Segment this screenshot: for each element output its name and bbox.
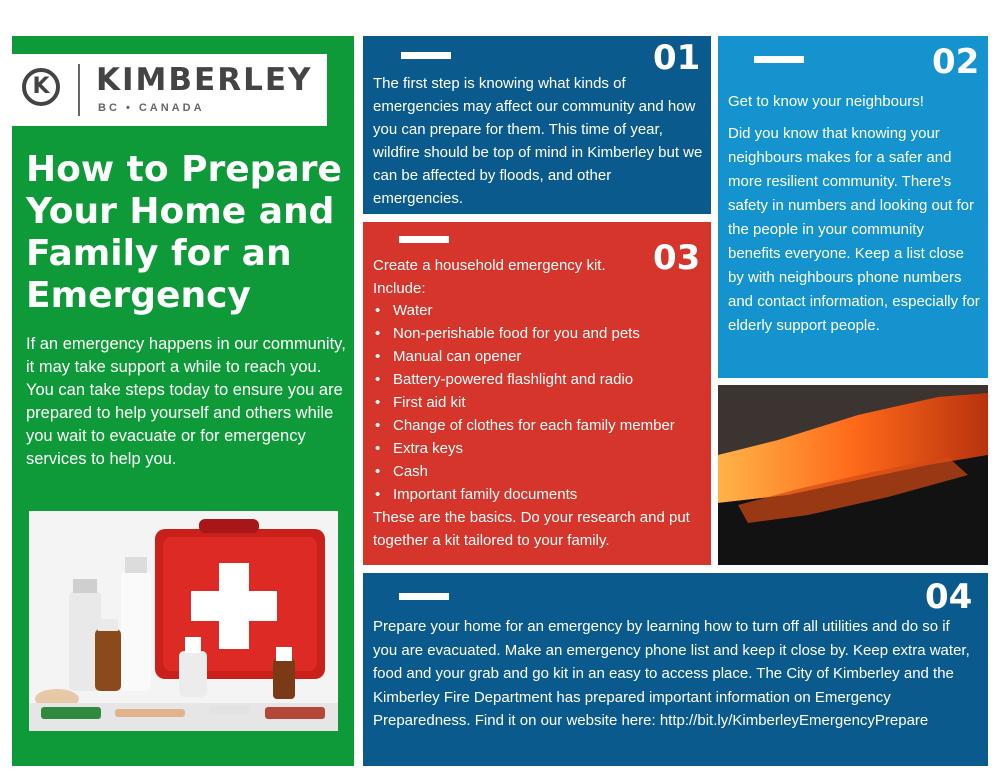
step-03-outro: These are the basics. Do your research and put together a kit tailored to your family. <box>373 509 690 549</box>
step-02-heading: Get to know your neighbours! <box>728 93 924 110</box>
step-04-panel <box>363 573 988 766</box>
step-02-panel <box>718 36 988 378</box>
step-04-number: 04 <box>925 577 973 617</box>
intro-text: If an emergency happens in our community, it may take support a while to reach you. You can take steps today to ensure you are prepared to help yourself and others while you wait to evacuate or for emergency services to help you. <box>26 335 346 468</box>
step-03-bar <box>399 236 449 243</box>
step-02-text: Did you know that knowing your neighbours makes for a safer and more resilient community. There's safety in numbers and looking out for the people in your community benefits everyone. Keep a list close by with neighbours phone numbers and contact information, especially for elderly support people. <box>728 125 980 334</box>
step-04-text: Prepare your home for an emergency by learning how to turn off all utilities and do so if you are evacuated. Make an emergency phone list and keep it close by. Keep extra water, food and your grab and go kit in an easy to access place. The City of Kimberley and the Kimberley Fire Department has prepared important information on Emergency Preparedness. Find it on our website here: http://bit.ly/KimberleyEmergencyPrepare <box>373 618 970 729</box>
kimberley-logo[interactable] <box>12 54 327 126</box>
page-title: How to Prepare Your Home and Family for an Emergency <box>26 149 342 316</box>
step-01-panel <box>363 36 711 214</box>
k-logo-icon: K <box>22 68 60 106</box>
logo-divider <box>78 64 80 116</box>
list-item: • Cash <box>363 460 711 483</box>
wildfire-image <box>718 385 988 565</box>
list-item: • Extra keys <box>363 437 711 460</box>
step-03-intro: Create a household emergency kit. Include: <box>373 257 606 297</box>
step-01-number: 01 <box>653 38 701 78</box>
list-item: • First aid kit <box>363 391 711 414</box>
step-03-panel <box>363 222 711 565</box>
step-04-bar <box>399 593 449 600</box>
kit-list <box>363 299 711 506</box>
first-aid-kit-illustration <box>29 511 338 731</box>
first-aid-kit-image <box>29 511 338 731</box>
logo-name: KIMBERLEY <box>96 62 313 98</box>
step-02-number: 02 <box>932 42 980 82</box>
step-03-number: 03 <box>653 238 701 278</box>
wildfire-illustration <box>718 385 988 565</box>
list-item: • Battery-powered flashlight and radio <box>363 368 711 391</box>
step-01-text: The first step is knowing what kinds of emergencies may affect our community and how you can prepare for them. This time of year, wildfire should be top of mind in Kimberley but we can be affected by floods, and other emergencies. <box>373 75 703 207</box>
logo-subtitle: BC • CANADA <box>98 102 205 114</box>
list-item: • Change of clothes for each family member <box>363 414 711 437</box>
step-01-bar <box>401 52 451 59</box>
list-item: • Water <box>363 299 711 322</box>
intro-panel <box>12 36 354 766</box>
list-item: • Non-perishable food for you and pets <box>363 322 711 345</box>
list-item: • Manual can opener <box>363 345 711 368</box>
step-02-bar <box>754 56 804 63</box>
list-item: • Important family documents <box>363 483 711 506</box>
